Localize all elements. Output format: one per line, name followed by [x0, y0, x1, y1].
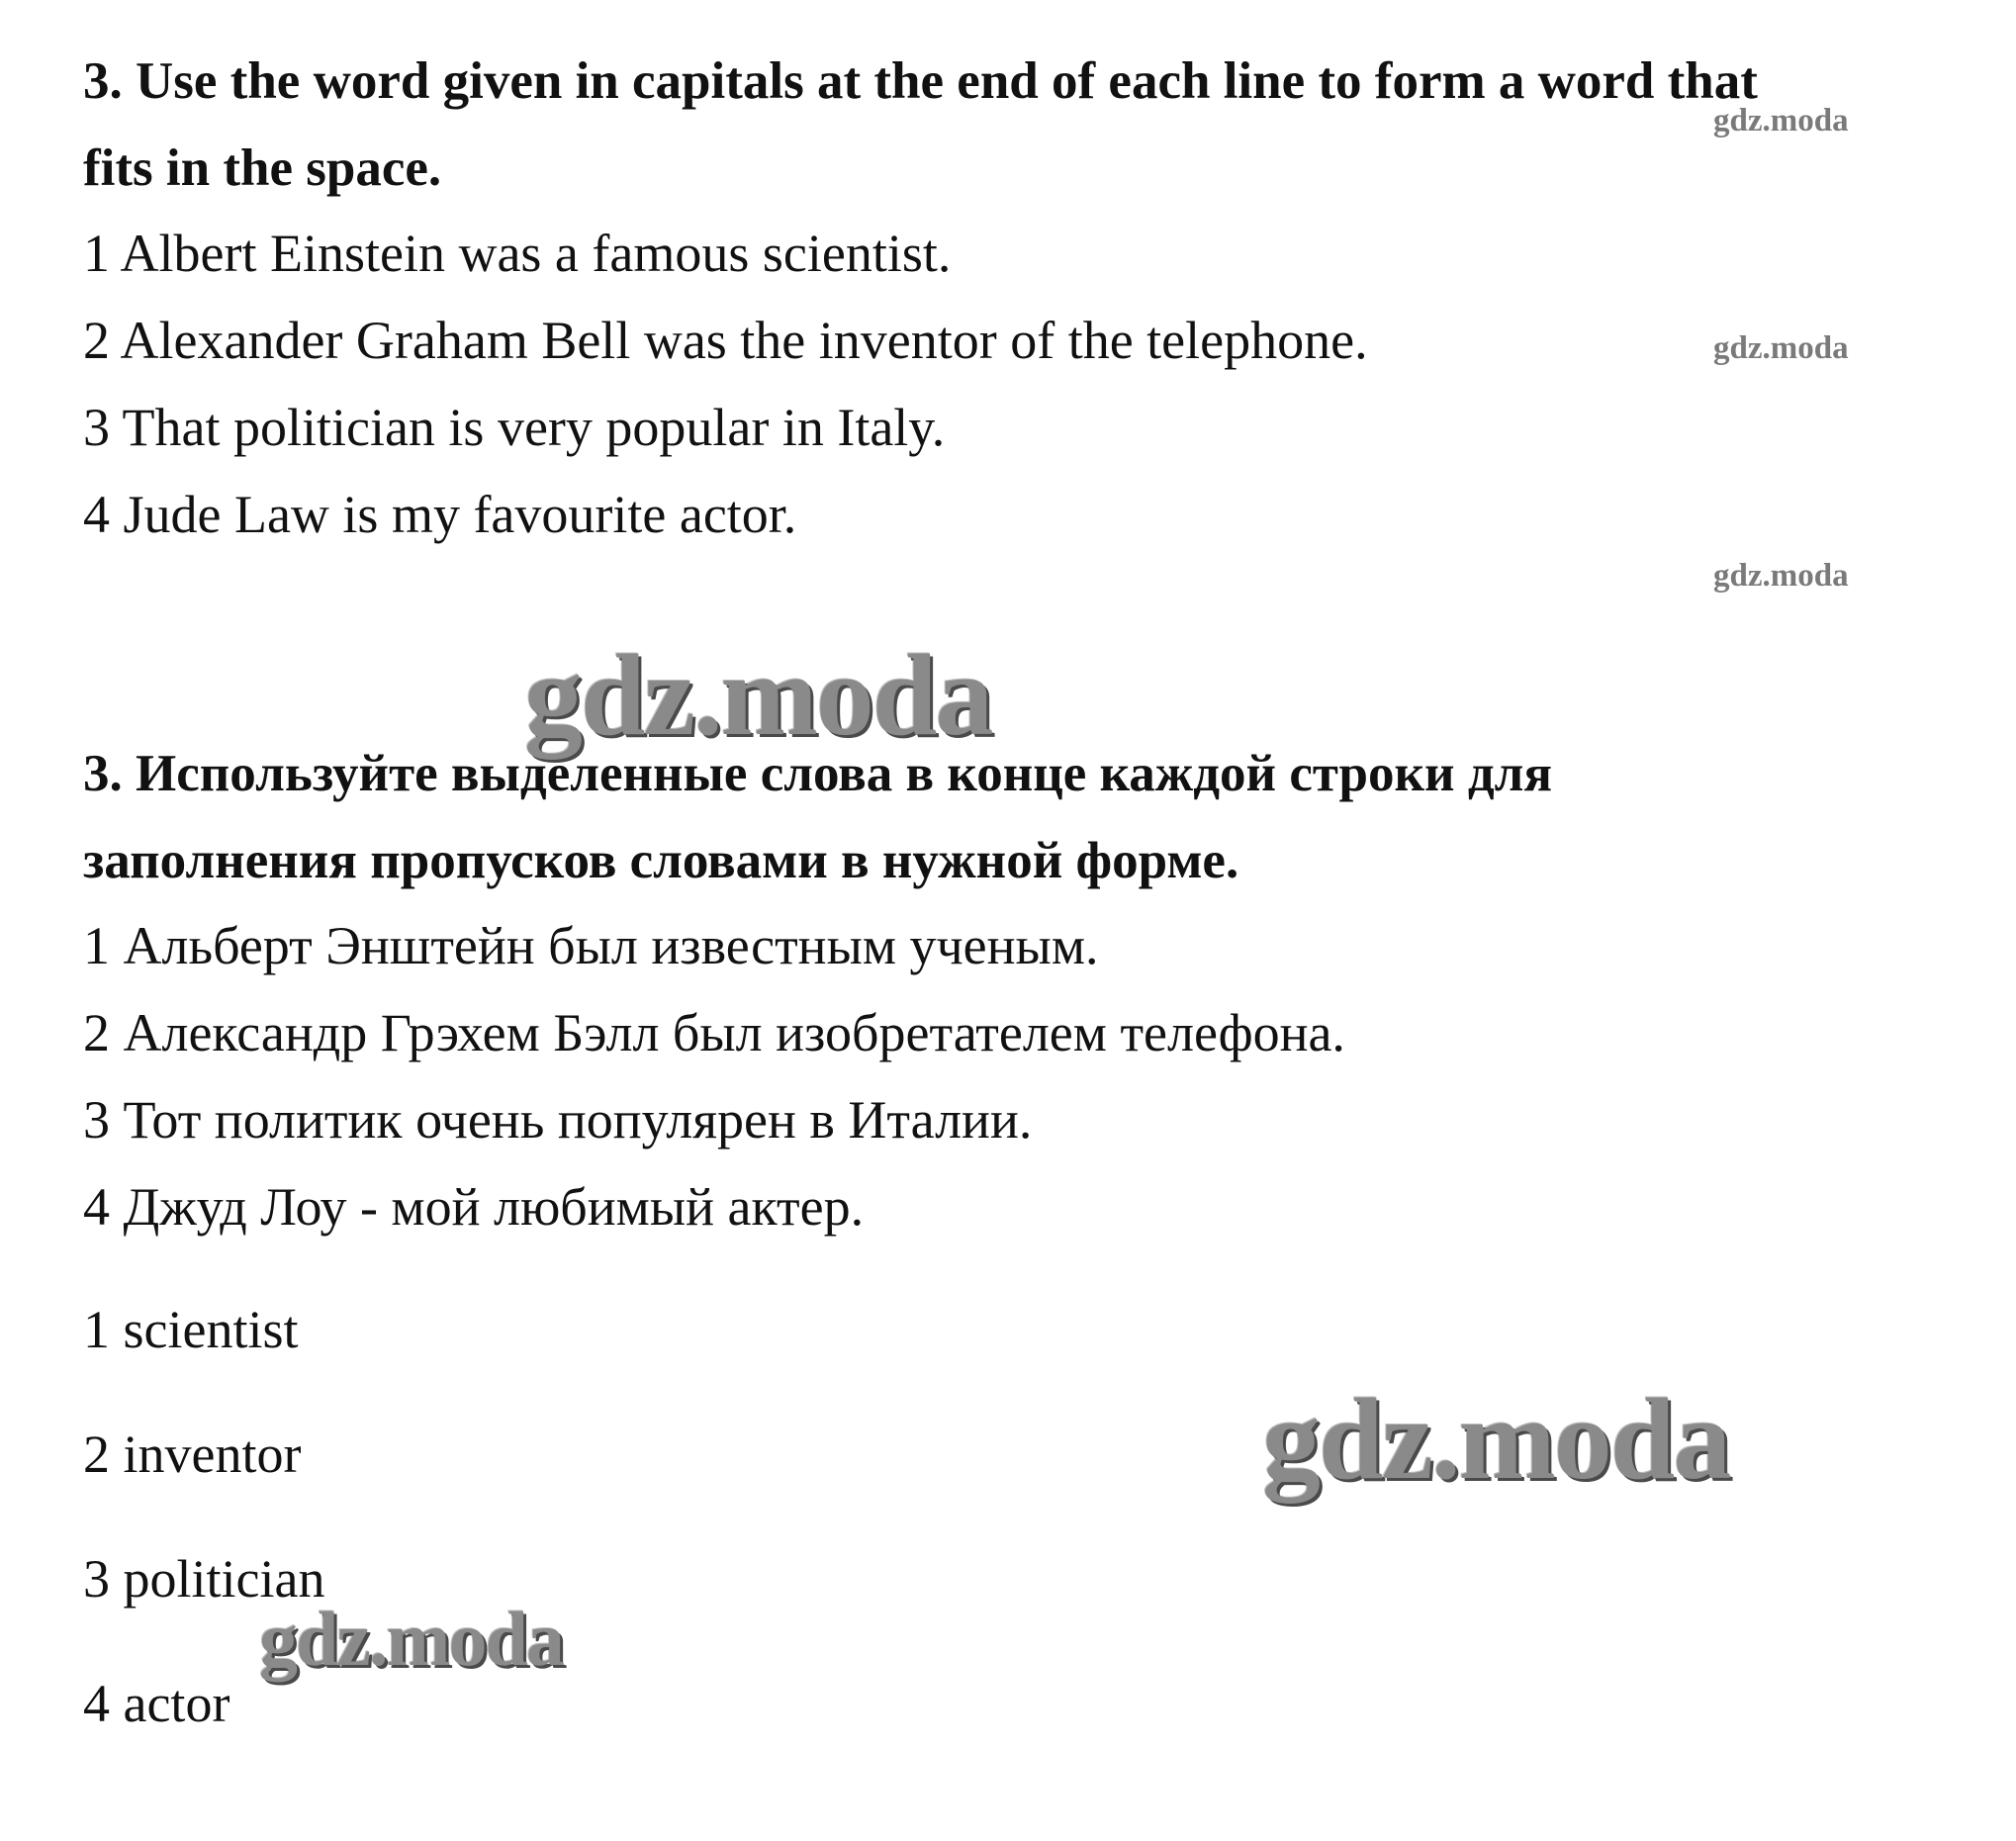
answer-2: 2 inventor	[83, 1425, 302, 1484]
english-task-heading-line-1: 3. Use the word given in capitals at the end of each line to form a word that	[83, 52, 1758, 110]
watermark-large-3: gdz.moda	[259, 1596, 563, 1682]
english-sentence-1: 1 Albert Einstein was a famous scientist.	[83, 224, 952, 283]
english-sentence-2: 2 Alexander Graham Bell was the inventor of the telephone.	[83, 311, 1368, 370]
english-sentence-4: 4 Jude Law is my favourite actor.	[83, 485, 797, 544]
russian-sentence-1: 1 Альберт Энштейн был известным ученым.	[83, 916, 1099, 975]
english-task-heading-line-2: fits in the space.	[83, 139, 442, 197]
watermark-large-2: gdz.moda	[1262, 1374, 1730, 1504]
russian-task-heading-line-1: 3. Используйте выделенные слова в конце каждой строки для	[83, 745, 1553, 802]
russian-task-heading-line-2: заполнения пропусков словами в нужной форме.	[83, 832, 1239, 889]
watermark-small-2: gdz.moda	[1713, 330, 1849, 366]
russian-sentence-4: 4 Джуд Лоу - мой любимый актер.	[83, 1177, 865, 1237]
watermark-small-3: gdz.moda	[1713, 558, 1849, 594]
russian-sentence-3: 3 Тот политик очень популярен в Италии.	[83, 1090, 1033, 1150]
russian-sentence-2: 2 Александр Грэхем Бэлл был изобретателем телефона.	[83, 1003, 1345, 1062]
answer-3: 3 politician	[83, 1549, 325, 1609]
watermark-small-1: gdz.moda	[1713, 103, 1849, 138]
answer-4: 4 actor	[83, 1674, 230, 1733]
english-sentence-3: 3 That politician is very popular in Italy.	[83, 398, 946, 457]
answer-1: 1 scientist	[83, 1300, 299, 1359]
watermark-large-1: gdz.moda	[524, 630, 992, 760]
